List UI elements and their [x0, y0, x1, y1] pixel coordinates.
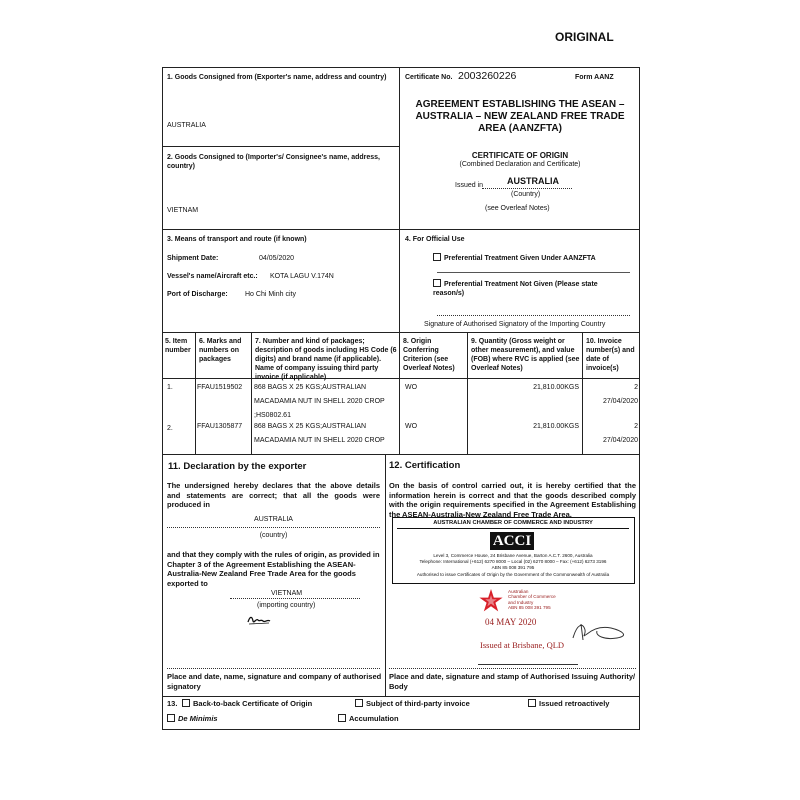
official-opt-not-given: Preferential Treatment Not Given (Please state reason/s): [433, 281, 598, 297]
chamber-logo-text: Australian Chamber of Commerce and Industry ABN 85 008 391 795: [508, 589, 556, 611]
row-qty: 21,810.00KGS: [533, 423, 579, 430]
row-desc-line1: 868 BAGS X 25 KGS;AUSTRALIAN: [254, 384, 367, 391]
stamp-telephone: Telephone: International (+612) 6270 8000 – Local (02) 6270 8000 – Fax: (+612) 6273 3196: [419, 559, 607, 564]
stamp-title: AUSTRALIAN CHAMBER OF COMMERCE AND INDUSTRY: [433, 520, 593, 526]
checkbox[interactable]: [338, 714, 346, 722]
third-party-option: Subject of third-party invoice: [355, 699, 470, 709]
coo-subtitle: (Combined Declaration and Certificate): [459, 161, 581, 168]
issue-date-stamp: 04 MAY 2020: [485, 617, 537, 627]
issued-in-label: Issued in: [455, 182, 484, 189]
checkbox[interactable]: [167, 714, 175, 722]
row-desc-line2: MACADAMIA NUT IN SHELL 2020 CROP: [254, 398, 385, 405]
checkbox[interactable]: [355, 699, 363, 707]
importing-country: VIETNAM: [271, 590, 303, 597]
box13-number: 13.: [167, 699, 178, 708]
checkbox[interactable]: [528, 699, 536, 707]
country-caption: (Country): [511, 191, 541, 198]
agreement-title: AGREEMENT ESTABLISHING THE ASEAN – AUSTRALIA – NEW ZEALAND FREE TRADE AREA (AANZFTA): [415, 99, 625, 134]
box1-label: 1. Goods Consigned from (Exporter's name, address and country): [167, 74, 387, 81]
checkbox[interactable]: [182, 699, 190, 707]
port-label: Port of Discharge:: [167, 291, 228, 298]
row-origin: WO: [405, 384, 418, 391]
row-invoice: 2: [634, 384, 638, 391]
col-origin-header: 8. Origin Conferring Criterion (see Overleaf Notes): [403, 338, 455, 372]
row-desc-line1: 868 BAGS X 25 KGS;AUSTRALIAN: [254, 423, 367, 430]
checkbox[interactable]: [433, 279, 441, 287]
importing-country-caption: (importing country): [257, 602, 316, 609]
overleaf-note: (see Overleaf Notes): [485, 205, 550, 212]
chamber-star-icon: [478, 588, 504, 614]
row-marks: FFAU1519502: [197, 384, 243, 391]
row-marks: FFAU1305877: [197, 423, 243, 430]
row-item: 1.: [167, 384, 173, 391]
row-item: 2.: [167, 425, 173, 432]
stamp-authorisation: Authorised to issue Certificates of Origin by the Government of the Commonwealth of Australia: [416, 572, 610, 577]
col-qty-header: 9. Quantity (Gross weight or other measurement), and value (FOB) where RVC is applied (see Overleaf Notes): [471, 338, 580, 372]
form-label: Form AANZ: [575, 74, 614, 81]
accumulation-option: Accumulation: [338, 714, 399, 724]
box4-label: 4. For Official Use: [405, 236, 465, 243]
port-value: Ho Chi Minh city: [245, 291, 296, 298]
issued-place-stamp: Issued at Brisbane, QLD: [480, 640, 565, 650]
box11-title: 11. Declaration by the exporter: [168, 461, 307, 472]
row-invoice-date: 27/04/2020: [602, 398, 638, 405]
col-item-header: 5. Item number: [165, 338, 191, 354]
vessel-label: Vessel's name/Aircraft etc.:: [167, 273, 258, 280]
back-to-back-option: Back-to-back Certificate of Origin: [182, 699, 312, 709]
col-desc-header: 7. Number and kind of packages; description of goods including HS Code (6 digits) and brand name (if applicable). Name of company issuing third party invoice (if applicable): [255, 338, 397, 381]
box12-title: 12. Certification: [389, 460, 461, 471]
signature-caption: Signature of Authorised Signatory of the Importing Country: [424, 321, 606, 328]
col-marks-header: 6. Marks and numbers on packages: [199, 338, 242, 363]
declaration-para2: and that they comply with the rules of origin, as provided in Chapter 3 of the Agreement Establishing the ASEAN-Australia-New Zealand Free Trade Area for the goods exported to: [167, 550, 380, 588]
stamp-address: Level 3, Commerce House, 24 Brisbane Avenue, Barton A.C.T. 2600, Australia: [433, 553, 593, 558]
row-origin: WO: [405, 423, 418, 430]
row-desc-line3: ;HS0802.61: [254, 412, 291, 419]
exporter-value: AUSTRALIA: [167, 122, 206, 129]
de-minimis-option: De Minimis: [167, 714, 218, 724]
certificate-number: 2003260226: [458, 70, 517, 82]
authority-signature: [567, 618, 635, 644]
row-desc-line2: MACADAMIA NUT IN SHELL 2020 CROP: [254, 437, 385, 444]
issued-in-country: AUSTRALIA: [507, 176, 559, 186]
box11-place-caption: Place and date, name, signature and company of authorised signatory: [167, 672, 382, 691]
exporter-signature: [246, 614, 272, 626]
box3-label: 3. Means of transport and route (if known): [167, 236, 307, 243]
checkbox[interactable]: [433, 253, 441, 261]
acci-logo: ACCI: [490, 532, 534, 550]
row-invoice-date: 27/04/2020: [602, 437, 638, 444]
row-invoice: 2: [634, 423, 638, 430]
vessel-value: KOTA LAGU V.174N: [270, 273, 334, 280]
official-opt-given: Preferential Treatment Given Under AANZFTA: [433, 253, 596, 263]
declaration-para1: The undersigned hereby declares that the above details and statements are correct; that all the goods were produced in: [167, 481, 380, 509]
consignee-value: VIETNAM: [167, 207, 199, 214]
acci-stamp: [392, 517, 635, 584]
row-qty: 21,810.00KGS: [533, 384, 579, 391]
box2-label: 2. Goods Consigned to (Importer's/ Consignee's name, address, country): [167, 154, 380, 170]
col-invoice-header: 10. Invoice number(s) and date of invoice(s): [586, 338, 635, 372]
shipment-date-label: Shipment Date:: [167, 255, 219, 262]
original-label: ORIGINAL: [555, 30, 614, 44]
retroactive-option: Issued retroactively: [528, 699, 609, 709]
coo-title: CERTIFICATE OF ORIGIN: [471, 151, 569, 160]
shipment-date-value: 04/05/2020: [259, 255, 295, 262]
stamp-abn: ABN 85 008 391 795: [491, 565, 535, 570]
certificate-number-label: Certificate No.: [405, 74, 453, 81]
declared-country: AUSTRALIA: [254, 516, 293, 523]
certification-para: On the basis of control carried out, it is hereby certified that the information herein is correct and that the goods described comply with the origin requirements specified in the Agreement Establishing the ASEAN-Australia-New Zealand Free Trade Area.: [389, 481, 636, 519]
country-caption: (country): [259, 532, 288, 539]
box12-place-caption: Place and date, signature and stamp of Authorised Issuing Authority/ Body: [389, 672, 636, 691]
